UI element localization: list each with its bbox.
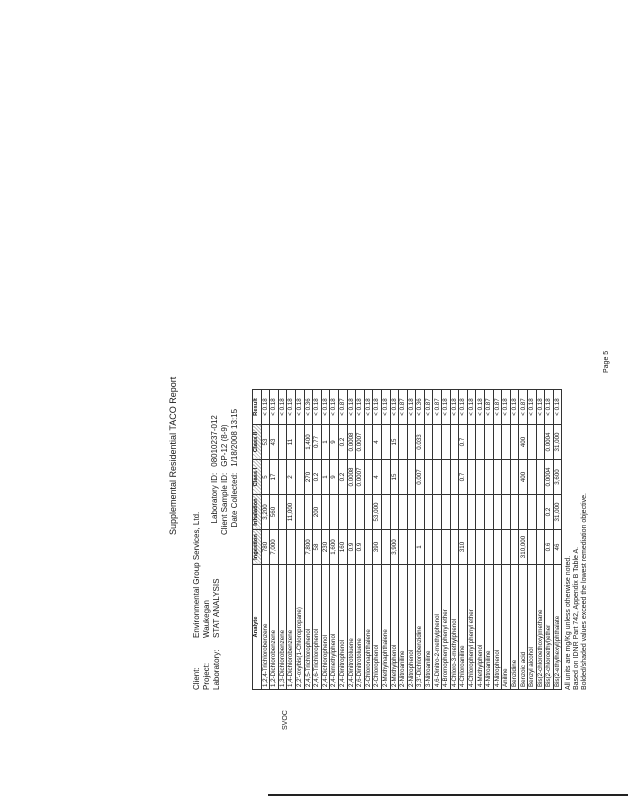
value-cell (390, 495, 399, 530)
value-cell (493, 425, 502, 460)
analyte-cell: Bis(2-ethylhexyl)phthalate (553, 565, 562, 690)
value-cell (476, 495, 485, 530)
value-cell: 7,800 (304, 530, 313, 565)
date-collected-value: 1/18/2008 13:15 (230, 408, 239, 467)
table-row (493, 390, 502, 690)
value-cell (467, 425, 476, 460)
table-row (338, 390, 347, 690)
value-cell (485, 460, 494, 495)
analyte-cell: Aniline (502, 565, 511, 690)
value-cell (399, 425, 408, 460)
value-cell: 7,000 (270, 530, 279, 565)
value-cell: < 0.18 (450, 390, 459, 425)
analyte-cell: 1,3-Dichlorobenzene (278, 565, 287, 690)
value-cell (295, 425, 304, 460)
value-cell: < 0.18 (330, 390, 339, 425)
value-cell (433, 530, 442, 565)
value-cell: < 0.18 (313, 390, 322, 425)
value-cell (347, 495, 356, 530)
value-cell: 400 (519, 460, 528, 495)
value-cell (364, 425, 373, 460)
value-cell: 400 (519, 425, 528, 460)
value-cell: < 0.18 (553, 390, 562, 425)
value-cell: 53 (261, 425, 270, 460)
value-cell: 31,000 (553, 425, 562, 460)
value-cell: 310 (459, 530, 468, 565)
analyte-cell: Benzoic acid (519, 565, 528, 690)
value-cell: 9 (330, 460, 339, 495)
value-cell (399, 495, 408, 530)
value-cell: 4 (373, 425, 382, 460)
value-cell: 0.9 (356, 530, 365, 565)
value-cell (338, 495, 347, 530)
value-cell (450, 460, 459, 495)
footnotes (565, 493, 589, 690)
value-cell: 1,600 (330, 530, 339, 565)
table-row (536, 390, 545, 690)
value-cell: 0.0007 (356, 425, 365, 460)
analyte-cell: 2,4-Dichlorophenol (321, 565, 330, 690)
table-row (364, 390, 373, 690)
value-cell (536, 530, 545, 565)
value-cell (356, 495, 365, 530)
value-cell: 2 (287, 460, 296, 495)
value-cell (510, 460, 519, 495)
analyte-cell: 4,6-Dinitro-2-methylphenol (433, 565, 442, 690)
value-cell (278, 495, 287, 530)
value-cell: 1 (416, 530, 425, 565)
value-cell (381, 530, 390, 565)
analyte-cell: 2-Methylnaphthalene (381, 565, 390, 690)
value-cell: < 0.87 (399, 390, 408, 425)
value-cell: < 0.36 (416, 390, 425, 425)
value-cell (442, 425, 451, 460)
taco-results-table (252, 389, 562, 690)
value-cell (278, 530, 287, 565)
value-cell: < 0.18 (545, 390, 554, 425)
table-row (313, 390, 322, 690)
value-cell: 9 (330, 425, 339, 460)
analyte-cell: 2-Chloronaphthalene (364, 565, 373, 690)
value-cell: < 0.18 (261, 390, 270, 425)
value-cell (295, 495, 304, 530)
table-row (330, 390, 339, 690)
table-row (450, 390, 459, 690)
footnote: All units are mg/Kg unless otherwise noted. (565, 555, 572, 690)
value-cell: 0.77 (313, 425, 322, 460)
value-cell: 0.0004 (545, 460, 554, 495)
value-cell (442, 530, 451, 565)
table-body (261, 390, 562, 690)
table-row (407, 390, 416, 690)
analyte-cell: 1,2-Dichlorobenzene (270, 565, 279, 690)
table-row (545, 390, 554, 690)
client-value: Environmental Group Services, Ltd. (192, 511, 201, 638)
value-cell (433, 460, 442, 495)
value-cell: 15 (390, 460, 399, 495)
analyte-cell: 4-Chloro-3-methylphenol (450, 565, 459, 690)
analyte-cell: 3-Nitroaniline (424, 565, 433, 690)
analyte-cell: 4-Chloroaniline (459, 565, 468, 690)
value-cell (407, 495, 416, 530)
lab-value: STAT ANALYSIS (212, 578, 221, 638)
lab-id-label: Laboratory ID: (210, 472, 219, 524)
value-cell (528, 495, 537, 530)
value-cell: 200 (313, 495, 322, 530)
value-cell (536, 460, 545, 495)
table-row (356, 390, 365, 690)
value-cell: 560 (270, 495, 279, 530)
analyte-cell: 2,2'-oxybis(1-Chloropropane) (295, 565, 304, 690)
value-cell: 0.033 (416, 425, 425, 460)
value-cell: < 0.18 (356, 390, 365, 425)
value-cell (424, 495, 433, 530)
value-cell (510, 530, 519, 565)
value-cell (381, 425, 390, 460)
value-cell (502, 425, 511, 460)
analyte-cell: 2-Methylphenol (390, 565, 399, 690)
rotated-report-page (140, 170, 639, 730)
value-cell (330, 495, 339, 530)
value-cell: < 0.18 (476, 390, 485, 425)
value-cell (528, 425, 537, 460)
analyte-cell: 4-Nitrophenol (493, 565, 502, 690)
value-cell (476, 460, 485, 495)
value-cell (459, 495, 468, 530)
table-row (433, 390, 442, 690)
value-cell (493, 530, 502, 565)
value-cell: 270 (304, 460, 313, 495)
value-cell: 1,400 (304, 425, 313, 460)
table-row (399, 390, 408, 690)
value-cell: < 0.18 (502, 390, 511, 425)
value-cell (399, 530, 408, 565)
value-cell (476, 530, 485, 565)
value-cell (424, 530, 433, 565)
value-cell: < 0.87 (424, 390, 433, 425)
value-cell: 310,000 (519, 530, 528, 565)
analyte-cell: 2,4-Dimethylphenol (330, 565, 339, 690)
value-cell (442, 495, 451, 530)
report-title: Supplemental Residential TACO Report (168, 376, 178, 535)
value-cell (295, 530, 304, 565)
value-cell (450, 530, 459, 565)
table-row (270, 390, 279, 690)
value-cell: 46 (553, 530, 562, 565)
analyte-cell: 4-Chlorophenyl phenyl ether (467, 565, 476, 690)
value-cell (476, 425, 485, 460)
analyte-cell: Bis(2-chloroethoxy)methane (536, 565, 545, 690)
value-cell: < 0.18 (459, 390, 468, 425)
value-cell: 11 (287, 425, 296, 460)
value-cell: < 0.87 (338, 390, 347, 425)
table-row (502, 390, 511, 690)
value-cell (424, 460, 433, 495)
table-row (373, 390, 382, 690)
value-cell (493, 495, 502, 530)
table-row (278, 390, 287, 690)
value-cell: < 0.18 (287, 390, 296, 425)
analyte-cell: 2,4,6-Trichlorophenol (313, 565, 322, 690)
table-row (261, 390, 270, 690)
value-cell: < 0.18 (381, 390, 390, 425)
value-cell: < 0.18 (347, 390, 356, 425)
value-cell (502, 495, 511, 530)
table-row (459, 390, 468, 690)
value-cell: 160 (338, 530, 347, 565)
value-cell (416, 495, 425, 530)
value-cell (407, 530, 416, 565)
client-label: Client: (192, 667, 201, 690)
value-cell (467, 495, 476, 530)
client-info (192, 512, 222, 690)
table-row (476, 390, 485, 690)
analyte-cell: 2-Nitrophenol (407, 565, 416, 690)
value-cell: 0.9 (347, 530, 356, 565)
footnote: Based on IDNR Part 742, Appendix B Table A. (573, 546, 580, 690)
value-cell (450, 425, 459, 460)
value-cell: 11,000 (287, 495, 296, 530)
lab-id-value: 08010237-012 (210, 415, 219, 467)
value-cell (278, 460, 287, 495)
value-cell (407, 425, 416, 460)
value-cell: < 0.18 (390, 390, 399, 425)
value-cell (321, 495, 330, 530)
value-cell (519, 495, 528, 530)
value-cell: 4 (373, 460, 382, 495)
value-cell: 0.2 (545, 495, 554, 530)
value-cell: 230 (321, 530, 330, 565)
value-cell: 1 (321, 425, 330, 460)
analyte-cell: 3,3'-Dichlorobenzidine (416, 565, 425, 690)
footnote: Bolded/shaded values exceed the lowest remediation objective. (581, 493, 588, 690)
table-row (347, 390, 356, 690)
table-row (304, 390, 313, 690)
value-cell (407, 460, 416, 495)
analyte-cell: Benzidine (510, 565, 519, 690)
table-row (390, 390, 399, 690)
value-cell: 5 (261, 460, 270, 495)
value-cell (442, 460, 451, 495)
analyte-cell: 2-Chlorophenol (373, 565, 382, 690)
value-cell: 43 (270, 425, 279, 460)
value-cell: < 0.87 (493, 390, 502, 425)
table-row (381, 390, 390, 690)
value-cell: 0.2 (338, 425, 347, 460)
value-cell: 0.0004 (545, 425, 554, 460)
value-cell (493, 460, 502, 495)
value-cell: < 0.18 (442, 390, 451, 425)
value-cell (304, 495, 313, 530)
section-label: SVOC (282, 710, 289, 730)
analyte-cell: Bis(2-chloroethyl)ether (545, 565, 554, 690)
value-cell: 0.0008 (347, 425, 356, 460)
table-row (295, 390, 304, 690)
table-row (442, 390, 451, 690)
value-cell (536, 425, 545, 460)
value-cell: 17 (270, 460, 279, 495)
value-cell: 0.0008 (347, 460, 356, 495)
analyte-cell: 2-Nitroaniline (399, 565, 408, 690)
value-cell: 31,000 (553, 495, 562, 530)
lab-label: Laboratory: (212, 649, 221, 690)
value-cell: < 0.18 (295, 390, 304, 425)
value-cell: 3,600 (553, 460, 562, 495)
value-cell (424, 425, 433, 460)
value-cell: 0.2 (338, 460, 347, 495)
value-cell: 53,000 (373, 495, 382, 530)
value-cell (278, 425, 287, 460)
value-cell (364, 460, 373, 495)
table-row (553, 390, 562, 690)
value-cell: < 0.18 (407, 390, 416, 425)
client-sample-id-value: GP-12 (8-9) (220, 424, 229, 467)
value-cell (467, 530, 476, 565)
analyte-cell: 1,4-Dichlorobenzene (287, 565, 296, 690)
value-cell: < 0.36 (304, 390, 313, 425)
header-ingestion: Ingestion (253, 530, 262, 565)
table-row (424, 390, 433, 690)
value-cell: 0.7 (459, 425, 468, 460)
value-cell (287, 530, 296, 565)
value-cell: 0.6 (545, 530, 554, 565)
value-cell (433, 425, 442, 460)
value-cell (528, 460, 537, 495)
analyte-cell: 4-Nitroaniline (485, 565, 494, 690)
value-cell (381, 495, 390, 530)
value-cell: 390 (373, 530, 382, 565)
analyte-cell: 2,4-Dinitrophenol (338, 565, 347, 690)
date-collected-label: Date Collected: (230, 472, 239, 528)
value-cell (485, 495, 494, 530)
value-cell (528, 530, 537, 565)
value-cell (485, 530, 494, 565)
table-header-row (253, 390, 262, 690)
header-class-i: Class I (253, 460, 262, 495)
value-cell: < 0.18 (364, 390, 373, 425)
value-cell (364, 495, 373, 530)
header-inhalation: Inhalation (253, 495, 262, 530)
value-cell: < 0.18 (510, 390, 519, 425)
value-cell: 0.0007 (356, 460, 365, 495)
table-row (467, 390, 476, 690)
analyte-cell: 4-Methylphenol (476, 565, 485, 690)
bottom-rule (268, 794, 628, 796)
value-cell (485, 425, 494, 460)
value-cell: 0.007 (416, 460, 425, 495)
analyte-cell: 1,2,4-Trichlorobenzene (261, 565, 270, 690)
table-row (519, 390, 528, 690)
value-cell: 58 (313, 530, 322, 565)
value-cell (433, 495, 442, 530)
value-cell: < 0.18 (373, 390, 382, 425)
value-cell (502, 530, 511, 565)
header-analyte: Analyte (253, 565, 262, 690)
analyte-cell: 2,6-Dinitrotoluene (356, 565, 365, 690)
analyte-cell: Benzyl alcohol (528, 565, 537, 690)
value-cell: 1 (321, 460, 330, 495)
value-cell: 15 (390, 425, 399, 460)
value-cell: 3,200 (261, 495, 270, 530)
value-cell (381, 460, 390, 495)
project-label: Project: (202, 662, 211, 690)
table-row (510, 390, 519, 690)
table-row (528, 390, 537, 690)
value-cell (399, 460, 408, 495)
analyte-cell: 2,4,5-Trichlorophenol (304, 565, 313, 690)
value-cell: 3,900 (390, 530, 399, 565)
value-cell: 780 (261, 530, 270, 565)
table-row (321, 390, 330, 690)
client-sample-id-label: Client Sample ID: (220, 472, 229, 535)
value-cell: 0.2 (313, 460, 322, 495)
value-cell: < 0.18 (321, 390, 330, 425)
header-result: Result (253, 390, 262, 425)
value-cell: < 0.18 (270, 390, 279, 425)
page-number: Page 5 (603, 350, 610, 373)
analyte-cell: 4-Bromophenyl phenyl ether (442, 565, 451, 690)
analyte-cell: 2,4-Dinitrotoluene (347, 565, 356, 690)
value-cell: < 0.87 (485, 390, 494, 425)
table-row (485, 390, 494, 690)
table-row (287, 390, 296, 690)
value-cell: < 0.18 (278, 390, 287, 425)
sample-info (210, 397, 240, 535)
value-cell: < 0.18 (536, 390, 545, 425)
value-cell (510, 425, 519, 460)
value-cell (502, 460, 511, 495)
value-cell (450, 495, 459, 530)
value-cell: 0.7 (459, 460, 468, 495)
project-value: Waukegan (202, 600, 211, 638)
value-cell (295, 460, 304, 495)
value-cell (536, 495, 545, 530)
value-cell (364, 530, 373, 565)
value-cell (510, 495, 519, 530)
table-row (416, 390, 425, 690)
value-cell: < 0.18 (467, 390, 476, 425)
value-cell (467, 460, 476, 495)
value-cell: < 0.87 (433, 390, 442, 425)
value-cell: < 0.18 (528, 390, 537, 425)
value-cell: < 0.87 (519, 390, 528, 425)
header-class-ii: Class II (253, 425, 262, 460)
